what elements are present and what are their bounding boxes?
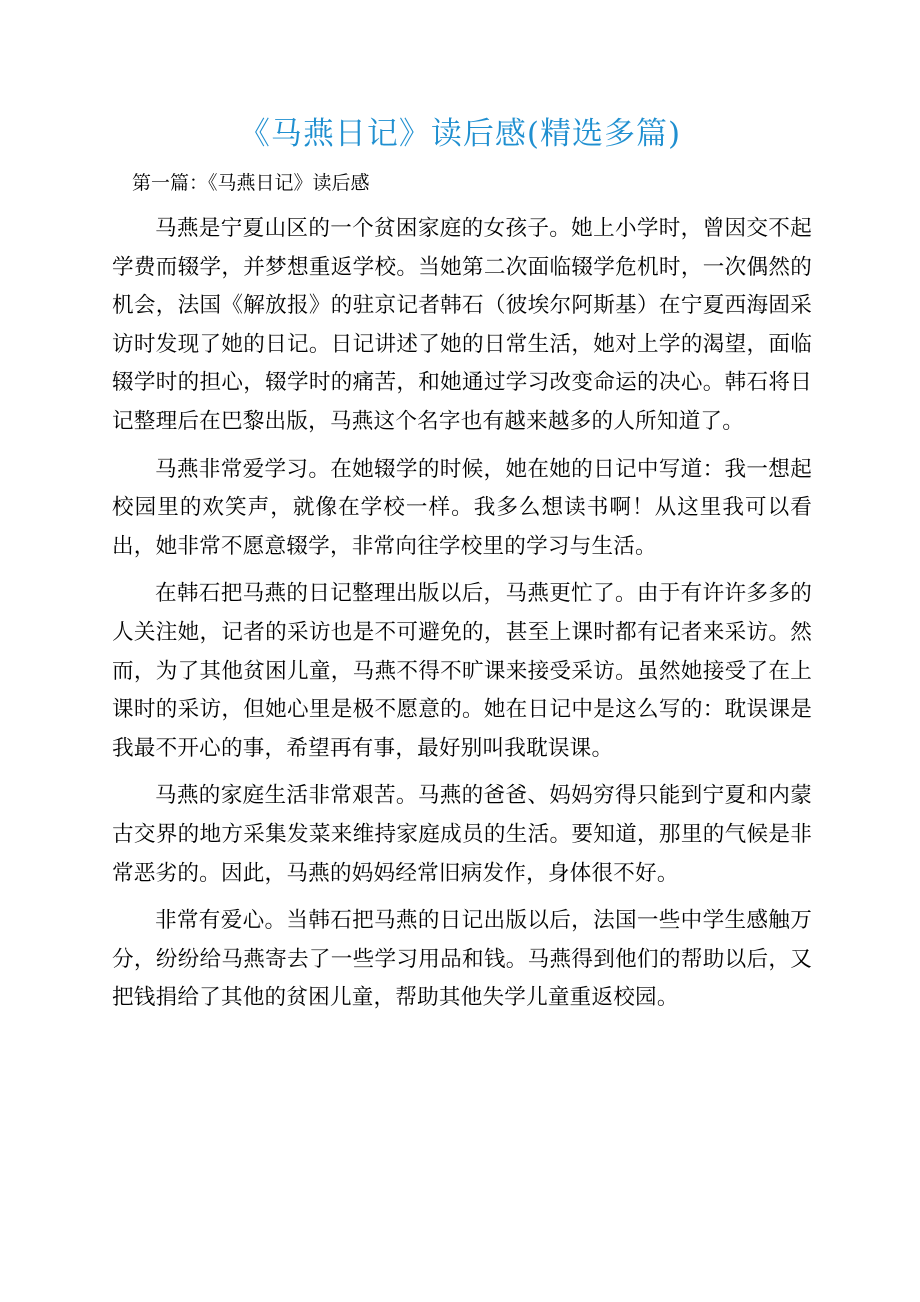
section-heading: 第一篇：《马燕日记》读后感 [132,172,370,194]
document-title: 《马燕日记》读后感(精选多篇) [238,116,682,152]
paragraph-4: 马燕的家庭生活非常艰苦。马燕的爸爸、妈妈穷得只能到宁夏和内蒙古交界的地方采集发菜来维持家庭成员的生活。要知道，那里的气候是非常恶劣的。因此，马燕的妈妈经常旧病发作，身体很不好。 [112,783,812,886]
document-body [112,210,812,1027]
paragraph-1: 马燕是宁夏山区的一个贫困家庭的女孩子。她上小学时，曾因交不起学费而辍学，并梦想重返学校。当她第二次面临辍学危机时，一次偶然的机会，法国《解放报》的驻京记者韩石（彼埃尔阿斯基）在宁夏西海固采访时发现了她的日记。日记讲述了她的日常生活，她对上学的渴望，面临辍学时的担心，辍学时的痛苦，和她通过学习改变命运的决心。韩石将日记整理后在巴黎出版，马燕这个名字也有越来越多的人所知道了。 [112,216,812,434]
paragraph-3: 在韩石把马燕的日记整理出版以后，马燕更忙了。由于有许许多多的人关注她，记者的采访也是不可避免的，甚至上课时都有记者来采访。然而，为了其他贫困儿童，马燕不得不旷课来接受采访。虽然她接受了在上课时的采访，但她心里是极不愿意的。她在日记中是这么写的：耽误课是我最不开心的事，希望再有事，最好别叫我耽误课。 [112,581,812,761]
paragraph-2: 马燕非常爱学习。在她辍学的时候，她在她的日记中写道：我一想起校园里的欢笑声，就像在学校一样。我多么想读书啊！从这里我可以看出，她非常不愿意辍学，非常向往学校里的学习与生活。 [112,456,812,559]
paragraph-5: 非常有爱心。当韩石把马燕的日记出版以后，法国一些中学生感触万分，纷纷给马燕寄去了一些学习用品和钱。马燕得到他们的帮助以后，又把钱捐给了其他的贫困儿童，帮助其他失学儿童重返校园。 [112,908,812,1011]
